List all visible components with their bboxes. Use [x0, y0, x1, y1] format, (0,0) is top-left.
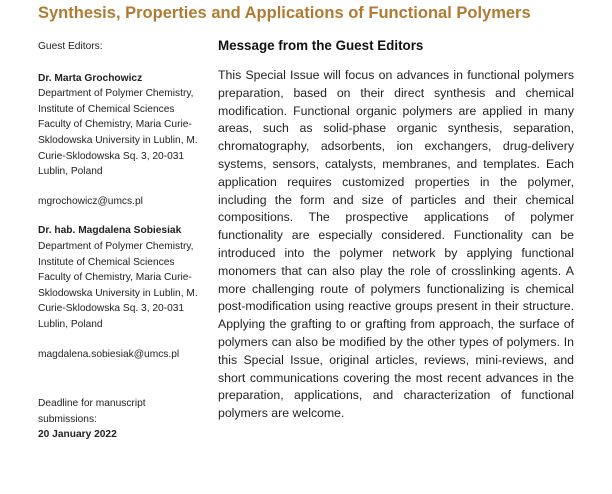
sidebar: [38, 39, 198, 443]
editor-name: Dr. Marta Grochowicz: [38, 72, 143, 84]
editor-name: Dr. hab. Magdalena Sobiesiak: [38, 225, 182, 237]
editor-affiliation: Department of Polymer Chemistry, Institute of Chemical Sciences Faculty of Chemistry, Maria Curie-Sklodowska University in Lublin, M. Curie-Sklodowska Sq. 3, 20-031 Lublin, Poland: [38, 88, 198, 178]
message-body: This Special Issue will focus on advances in functional polymers preparation, based on their direct synthesis and chemical modification. Functional organic polymers are applied in many areas, such as solid-phase organic synthesis, separation, chromatography, adsorbents, ion exchangers, drug-delivery systems, sensors, catalysts, membranes, and templates. Each application requires customized properties in the polymer, including the form and size of particles and their chemical compositions. The prospective applications of polymer functionality are especially considered. Functionality can be introduced into the polymer network by applying functional monomers that can also play the role of crosslinking agents. A more challenging route of polymers functionalizing is chemical post-modification using reactive groups present in their structure. Applying the grafting to or grafting from approach, the surface of polymers can also be modified by the other types of polymers. In this Special Issue, original articles, reviews, mini-reviews, and short communications covering the most recent advances in the preparation, applications, and characterization of functional polymers are welcome.: [218, 68, 574, 421]
guest-editors-label: Guest Editors:: [38, 41, 103, 52]
editor-email[interactable]: magdalena.sobiesiak@umcs.pl: [38, 348, 180, 360]
editor-affiliation: Department of Polymer Chemistry, Institute of Chemical Sciences Faculty of Chemistry, Maria Curie-Sklodowska University in Lublin, M. Curie-Sklodowska Sq. 3, 20-031 Lublin, Poland: [38, 240, 198, 330]
section-heading: Message from the Guest Editors: [218, 38, 424, 53]
page-title: Synthesis, Properties and Applications of Functional Polymers: [38, 4, 531, 22]
main-content: [218, 38, 574, 423]
deadline-date: 20 January 2022: [38, 429, 117, 441]
deadline-label: Deadline for manuscript submissions:: [38, 398, 146, 425]
editor-email[interactable]: mgrochowicz@umcs.pl: [38, 195, 143, 207]
